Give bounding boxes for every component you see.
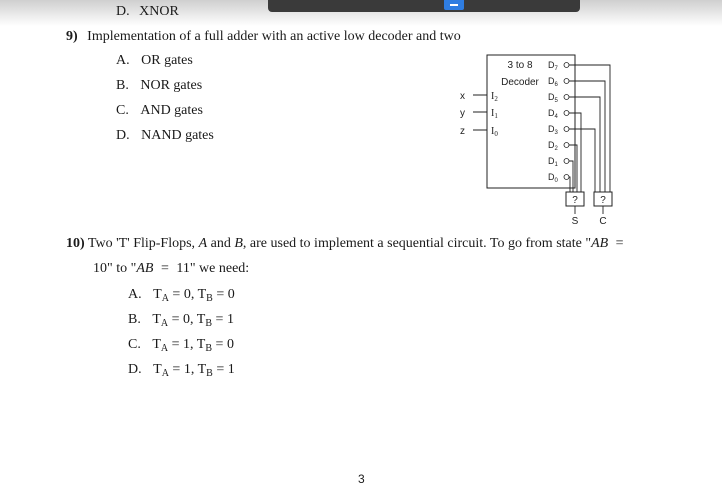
q10-text-a: Two 'T' Flip-Flops, — [87, 236, 196, 251]
gate-right-label: ? — [600, 195, 606, 206]
q9-number: 9) — [66, 29, 78, 44]
q9-stem — [66, 29, 461, 45]
output-s-label: S — [571, 216, 579, 227]
output-d3-label: $D_3$ — [548, 124, 558, 136]
q10-option-d-eq: $T_A = 1$, $T_B = 1$ — [153, 362, 235, 379]
q9-text: Implementation of a full adder with an active low decoder and two — [87, 29, 461, 44]
q10-state-ab-2: AB — [136, 261, 154, 276]
q10-and: and — [210, 236, 231, 251]
q9-option-b[interactable] — [116, 78, 202, 94]
page-number: 3 — [358, 472, 365, 486]
q10-option-b-eq: $T_A = 0$, $T_B = 1$ — [152, 312, 234, 329]
input-i2-label: $I_2$ — [491, 91, 498, 103]
output-d1-label: $D_1$ — [548, 156, 558, 168]
q10-to-state: 11" we need: — [176, 261, 250, 276]
q9-option-a[interactable] — [116, 53, 193, 69]
q10-option-c-eq: $T_A = 1$, $T_B = 0$ — [152, 337, 234, 354]
output-d2-label: $D_2$ — [548, 140, 558, 152]
q10-option-c[interactable] — [128, 337, 234, 354]
q9-option-d-text: NAND gates — [141, 128, 214, 143]
gate-left-label: ? — [572, 195, 578, 206]
input-z-var: z — [460, 126, 465, 137]
decoder-title-2: Decoder — [501, 77, 539, 88]
q10-var-b: B — [234, 236, 243, 251]
decoder-title-1: 3 to 8 — [507, 60, 533, 71]
viewer-toolbar[interactable] — [268, 0, 580, 12]
output-d6-label: $D_6$ — [548, 76, 558, 88]
q10-option-d-letter: D. — [128, 362, 142, 377]
prev-option-text: XNOR — [139, 4, 179, 19]
q10-from-state: 10" to " — [93, 261, 137, 276]
prev-option-letter: D. — [116, 4, 130, 19]
q10-eq-1: = — [615, 236, 624, 251]
output-d7-label: $D_7$ — [548, 60, 558, 72]
q10-option-a-eq: $T_A = 0$, $T_B = 0$ — [153, 287, 235, 304]
q9-option-c-text: AND gates — [140, 103, 203, 118]
q10-option-b[interactable] — [128, 312, 234, 329]
q9-option-a-text: OR gates — [141, 53, 193, 68]
toolbar-toggle-button[interactable] — [444, 0, 464, 10]
input-y-var: y — [460, 108, 465, 119]
output-d4-label: $D_4$ — [548, 108, 558, 120]
q10-eq-2: = — [160, 261, 169, 276]
q9-option-d-letter: D. — [116, 128, 130, 143]
input-x-var: x — [460, 91, 465, 102]
input-i0-label: $I_0$ — [491, 126, 498, 138]
decoder-diagram — [440, 48, 630, 228]
q10-stem-line1 — [66, 236, 624, 252]
q10-option-c-letter: C. — [128, 337, 141, 352]
q10-state-ab: AB — [591, 236, 609, 251]
q9-option-d[interactable] — [116, 128, 214, 144]
q9-option-c[interactable] — [116, 103, 203, 119]
q10-option-d[interactable] — [128, 362, 235, 379]
output-bubbles — [564, 63, 569, 180]
q10-stem-line2 — [93, 261, 249, 277]
q9-option-c-letter: C. — [116, 103, 129, 118]
q10-option-a-letter: A. — [128, 287, 142, 302]
output-c-label: C — [599, 216, 607, 227]
q9-option-b-letter: B. — [116, 78, 129, 93]
q9-option-b-text: NOR gates — [140, 78, 203, 93]
prev-option-d — [116, 4, 179, 20]
q10-var-a: A — [198, 236, 208, 251]
q10-text-b: , are used to implement a sequential circuit. To go from state " — [242, 236, 592, 251]
input-i1-label: $I_1$ — [491, 108, 498, 120]
output-d5-label: $D_5$ — [548, 92, 558, 104]
q10-number: 10) — [66, 236, 85, 251]
decoder-box — [487, 55, 575, 188]
q9-option-a-letter: A. — [116, 53, 130, 68]
q10-option-a[interactable] — [128, 287, 235, 304]
output-d0-label: $D_0$ — [548, 172, 558, 184]
q10-option-b-letter: B. — [128, 312, 141, 327]
